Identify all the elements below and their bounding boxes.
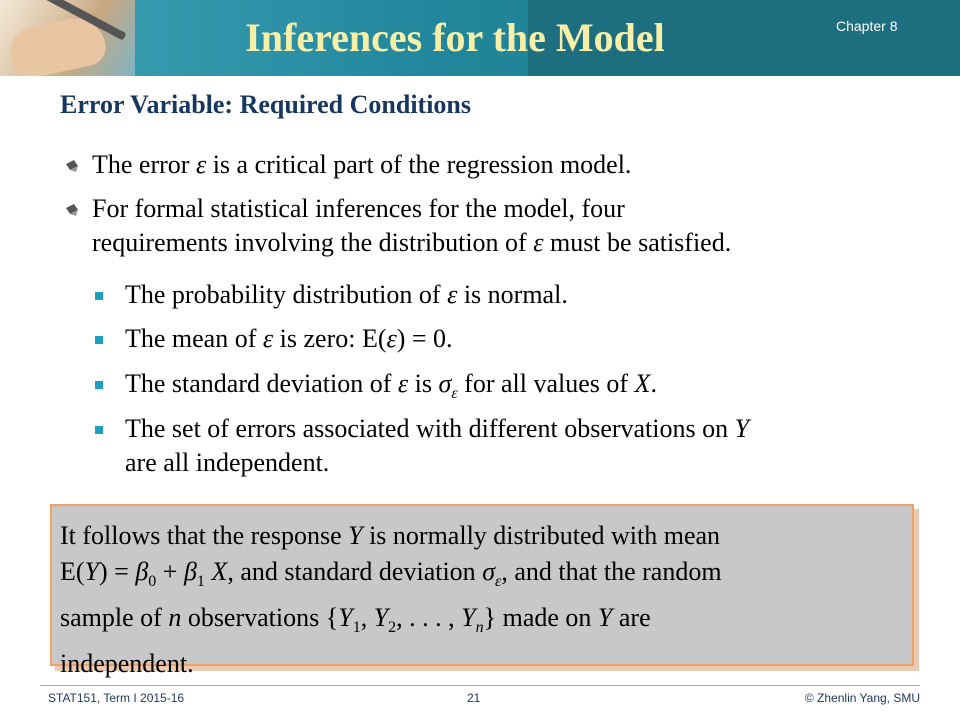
square-bullet-icon	[95, 426, 103, 434]
subbullet-2: The mean of ε is zero: E(ε) = 0.	[125, 324, 453, 353]
slide-title: Inferences for the Model	[245, 15, 665, 60]
bullet-2: For formal statistical inferences for the model, four requirements involving the distribution of ε must be satisfied.	[92, 194, 732, 257]
square-bullet-icon	[95, 336, 103, 344]
page-number: 21	[467, 691, 481, 705]
copyright-label: © Zhenlin Yang, SMU	[804, 691, 920, 705]
section-subtitle: Error Variable: Required Conditions	[60, 90, 471, 119]
square-bullet-icon	[95, 381, 103, 389]
subbullet-3: The standard deviation of ε is $\sigma_\varepsilon$ for all values of X.	[125, 369, 657, 403]
conclusion-callout-box	[50, 504, 914, 679]
bullet-1: The error ε is a critical part of the regression model.	[92, 150, 632, 179]
footer-divider	[40, 685, 920, 686]
pen-nib-bullet-icon	[64, 158, 80, 174]
subbullet-1: The probability distribution of ε is normal.	[125, 280, 568, 309]
square-bullet-icon	[95, 292, 103, 300]
subbullet-4: The set of errors associated with different observations on Y are all independent.	[125, 414, 750, 477]
hand-writing-photo	[0, 0, 135, 76]
pen-nib-bullet-icon	[64, 202, 80, 218]
course-term-label: STAT151, Term I 2015-16	[48, 691, 185, 705]
slide-footer	[0, 685, 960, 720]
chapter-label: Chapter 8	[836, 18, 898, 34]
callout-text: It follows that the response Y is normally distributed with mean $E(Y) = \beta_0 + \beta_1$ X, and standard deviation $\sigma_\varepsilon$, and that the random sample of n observations {$Y_1$, $Y_2$, . . . , $Y_n$} made on Y are independent.	[60, 521, 722, 679]
